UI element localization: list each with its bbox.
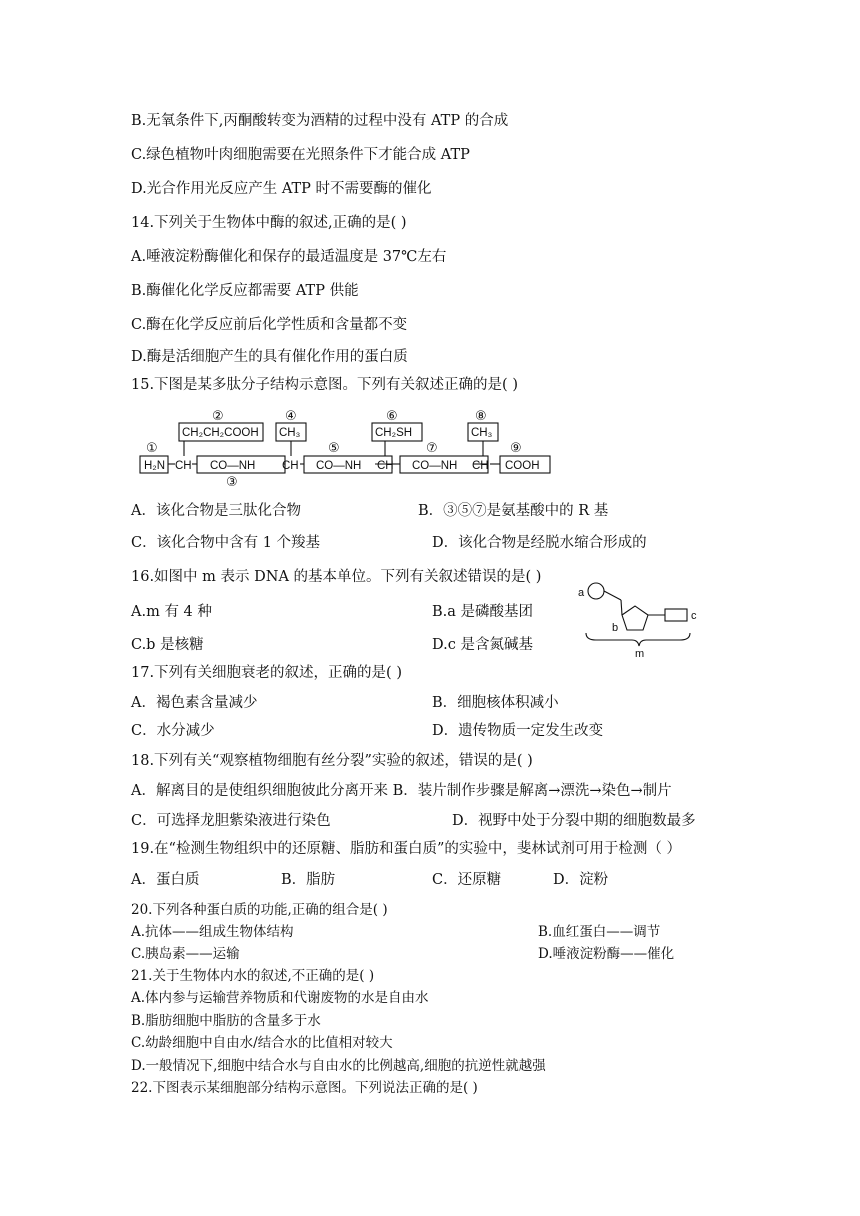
q19-option-b: B．脂肪 (281, 872, 336, 888)
q22-stem: 22.下图表示某细胞部分结构示意图。下列说法正确的是( ) (131, 1080, 478, 1096)
base-rectangle (665, 609, 687, 621)
peptide-bond-2: CO—NH (316, 460, 362, 472)
label-c: c (691, 610, 697, 622)
m-brace (586, 633, 690, 646)
q13-option-d: D.光合作用光反应产生 ATP 时不需要酶的催化 (131, 181, 432, 197)
q16-option-d: D.c 是含氮碱基 (432, 637, 533, 653)
q20-option-d: D.唾液淀粉酶——催化 (538, 946, 675, 962)
q21-option-c: C.幼龄细胞中自由水/结合水的比值相对较大 (131, 1035, 393, 1051)
q14-option-c: C.酶在化学反应前后化学性质和含量都不变 (131, 317, 408, 333)
q17-option-a: A．褐色素含量减少 (131, 695, 258, 711)
alpha-carbon-4: CH (472, 460, 489, 472)
q14-option-a: A.唾液淀粉酶催化和保存的最适温度是 37℃左右 (131, 249, 447, 265)
label-8: ⑧ (475, 408, 487, 423)
r-group-1: CH₂CH₂COOH (182, 427, 259, 439)
q13-option-b: B.无氧条件下,丙酮酸转变为酒精的过程中没有 ATP 的合成 (131, 113, 509, 129)
q17-option-b: B．细胞核体积减小 (432, 695, 559, 711)
q19-option-c: C．还原糖 (432, 872, 502, 888)
q20-option-a: A.抗体——组成生物体结构 (131, 924, 294, 940)
q21-stem: 21.关于生物体内水的叙述,不正确的是( ) (131, 968, 375, 984)
q17-stem: 17.下列有关细胞衰老的叙述，正确的是( ) (131, 665, 402, 681)
q14-stem: 14.下列关于生物体中酶的叙述,正确的是( ) (131, 215, 407, 231)
label-b: b (612, 622, 619, 634)
alpha-carbon-1: CH (175, 460, 192, 472)
q15-option-c: C．该化合物中含有 1 个羧基 (131, 535, 321, 551)
q20-stem: 20.下列各种蛋白质的功能,正确的组合是( ) (131, 902, 388, 918)
q17-option-d: D．遗传物质一定发生改变 (432, 723, 604, 739)
q18-options-ab: A．解离目的是使组织细胞彼此分离开来 B．装片制作步骤是解离→漂洗→染色→制片 (131, 783, 672, 799)
q17-option-c: C．水分减少 (131, 723, 215, 739)
label-4: ④ (285, 408, 297, 423)
label-a: a (578, 587, 585, 599)
amino-group-label: H₂N (144, 460, 166, 472)
r-group-2: CH₃ (279, 427, 301, 439)
q13-option-c: C.绿色植物叶肉细胞需要在光照条件下才能合成 ATP (131, 147, 470, 163)
q16-option-b: B.a 是磷酸基团 (432, 604, 534, 620)
label-3: ③ (226, 474, 238, 486)
q20-option-b: B.血红蛋白——调节 (538, 924, 661, 940)
alpha-carbon-2: CH (282, 460, 299, 472)
q15-stem: 15.下图是某多肽分子结构示意图。下列有关叙述正确的是( ) (131, 377, 518, 393)
q15-option-a: A．该化合物是三肽化合物 (131, 503, 301, 519)
nucleotide-diagram (572, 574, 712, 658)
carboxyl-group-label: COOH (505, 460, 540, 472)
q14-option-b: B.酶催化化学反应都需要 ATP 供能 (131, 283, 359, 299)
peptide-bond-3: CO—NH (412, 460, 458, 472)
q16-option-c: C.b 是核糖 (131, 637, 204, 653)
phosphate-circle (588, 583, 604, 599)
label-7: ⑦ (426, 440, 438, 455)
label-2: ② (212, 408, 224, 423)
q19-option-a: A．蛋白质 (131, 872, 200, 888)
q21-option-d: D.一般情况下,细胞中结合水与自由水的比例越高,细胞的抗逆性就越强 (131, 1058, 546, 1074)
q21-option-a: A.体内参与运输营养物质和代谢废物的水是自由水 (131, 990, 429, 1006)
q15-option-d: D．该化合物是经脱水缩合形成的 (432, 535, 647, 551)
q19-option-d: D．淀粉 (553, 872, 609, 888)
q16-option-a: A.m 有 4 种 (131, 604, 212, 620)
q21-option-b: B.脂肪细胞中脂肪的含量多于水 (131, 1013, 321, 1029)
label-m: m (635, 648, 645, 658)
pentose-sugar (622, 606, 648, 630)
alpha-carbon-3: CH (377, 460, 394, 472)
r-group-4: CH₃ (471, 427, 493, 439)
polypeptide-structure-diagram (130, 406, 560, 486)
label-1: ① (146, 440, 158, 455)
q14-option-d: D.酶是活细胞产生的具有催化作用的蛋白质 (131, 349, 408, 365)
q15-option-b: B．③⑤⑦是氨基酸中的 R 基 (418, 503, 609, 519)
label-9: ⑨ (510, 440, 522, 455)
q18-option-c: C．可选择龙胆紫染液进行染色 (131, 813, 331, 829)
q19-stem: 19.在“检测生物组织中的还原糖、脂肪和蛋白质”的实验中，斐林试剂可用于检测（ ） (131, 841, 681, 857)
label-6: ⑥ (386, 408, 398, 423)
q16-stem: 16.如图中 m 表示 DNA 的基本单位。下列有关叙述错误的是( ) (131, 569, 542, 585)
label-5: ⑤ (328, 440, 340, 455)
r-group-3: CH₂SH (375, 427, 413, 439)
q18-option-d: D．视野中处于分裂中期的细胞数最多 (452, 813, 696, 829)
peptide-bond-1: CO—NH (210, 460, 256, 472)
q18-stem: 18.下列有关“观察植物细胞有丝分裂”实验的叙述，错误的是( ) (131, 753, 533, 769)
q20-option-c: C.胰岛素——运输 (131, 946, 240, 962)
